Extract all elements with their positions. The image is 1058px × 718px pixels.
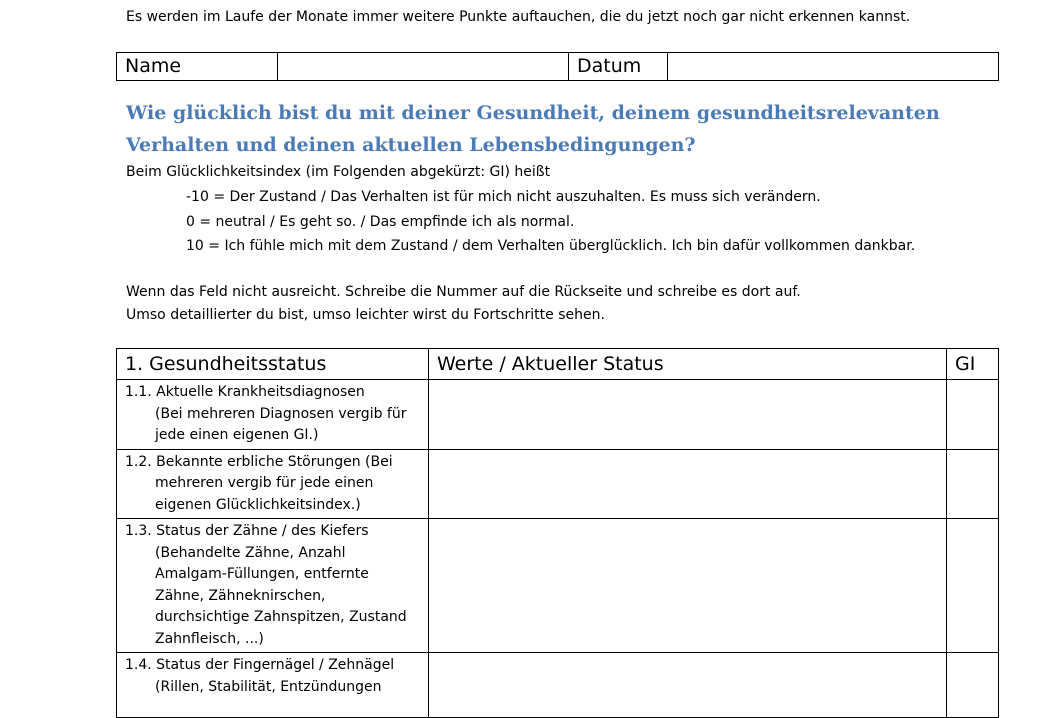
intro-cut-line [126,0,1026,3]
note-backside: Wenn das Feld nicht ausreicht. Schreibe die Nummer auf die Rückseite und schreibe es dort auf. [126,284,801,300]
table-row [117,380,999,450]
gi-cell[interactable] [947,380,999,450]
gi-cell[interactable] [947,653,999,718]
note-detail: Umso detaillierter du bist, umso leichter wirst du Fortschritte sehen. [126,307,605,323]
scale-minus10: -10 = Der Zustand / Das Verhalten ist für mich nicht auszuhalten. Es muss sich verändern. [186,189,821,205]
intro-text: Es werden im Laufe der Monate immer weitere Punkte auftauchen, die du jetzt noch gar nicht erkennen kannst. [126,9,911,25]
item-description: 1.3. Status der Zähne / des Kiefers (Behandelte Zähne, Anzahl Amalgam-Füllungen, entfernte Zähne, Zähneknirschen, durchsichtige Zahnspitzen, Zustand Zahnfleisch, ...) [117,519,429,653]
value-cell[interactable] [429,519,947,653]
value-cell[interactable] [429,653,947,718]
section-heading-line2: Verhalten und deinen aktuellen Lebensbedingungen? [126,134,696,156]
scale-10: 10 = Ich fühle mich mit dem Zustand / dem Verhalten überglücklich. Ich bin dafür vollkommen dankbar. [186,238,916,254]
date-label: Datum [569,53,668,81]
item-description: 1.2. Bekannte erbliche Störungen (Bei mehreren vergib für jede einen eigenen Glücklichkeitsindex.) [117,449,429,519]
table-row [117,519,999,653]
value-cell[interactable] [429,449,947,519]
gi-cell[interactable] [947,519,999,653]
explanation-intro: Beim Glücklichkeitsindex (im Folgenden abgekürzt: GI) heißt [126,164,551,180]
header-values-status: Werte / Aktueller Status [429,349,947,380]
item-description: 1.4. Status der Fingernägel / Zehnägel (Rillen, Stabilität, Entzündungen [117,653,429,718]
header-health-status: 1. Gesundheitsstatus [117,349,429,380]
name-field[interactable] [278,53,569,81]
header-gi: GI [947,349,999,380]
gi-cell[interactable] [947,449,999,519]
table-row [117,449,999,519]
section-heading-line1: Wie glücklich bist du mit deiner Gesundheit, deinem gesundheitsrelevanten [126,102,940,124]
scale-0: 0 = neutral / Es geht so. / Das empfinde ich als normal. [186,214,575,230]
table-row [117,653,999,718]
value-cell[interactable] [429,380,947,450]
item-description: 1.1. Aktuelle Krankheitsdiagnosen (Bei mehreren Diagnosen vergib für jede einen eigenen GI.) [117,380,429,450]
table-header-row [117,349,999,380]
name-date-table [116,52,999,81]
date-field[interactable] [668,53,999,81]
health-status-table [116,348,999,718]
name-label: Name [117,53,278,81]
